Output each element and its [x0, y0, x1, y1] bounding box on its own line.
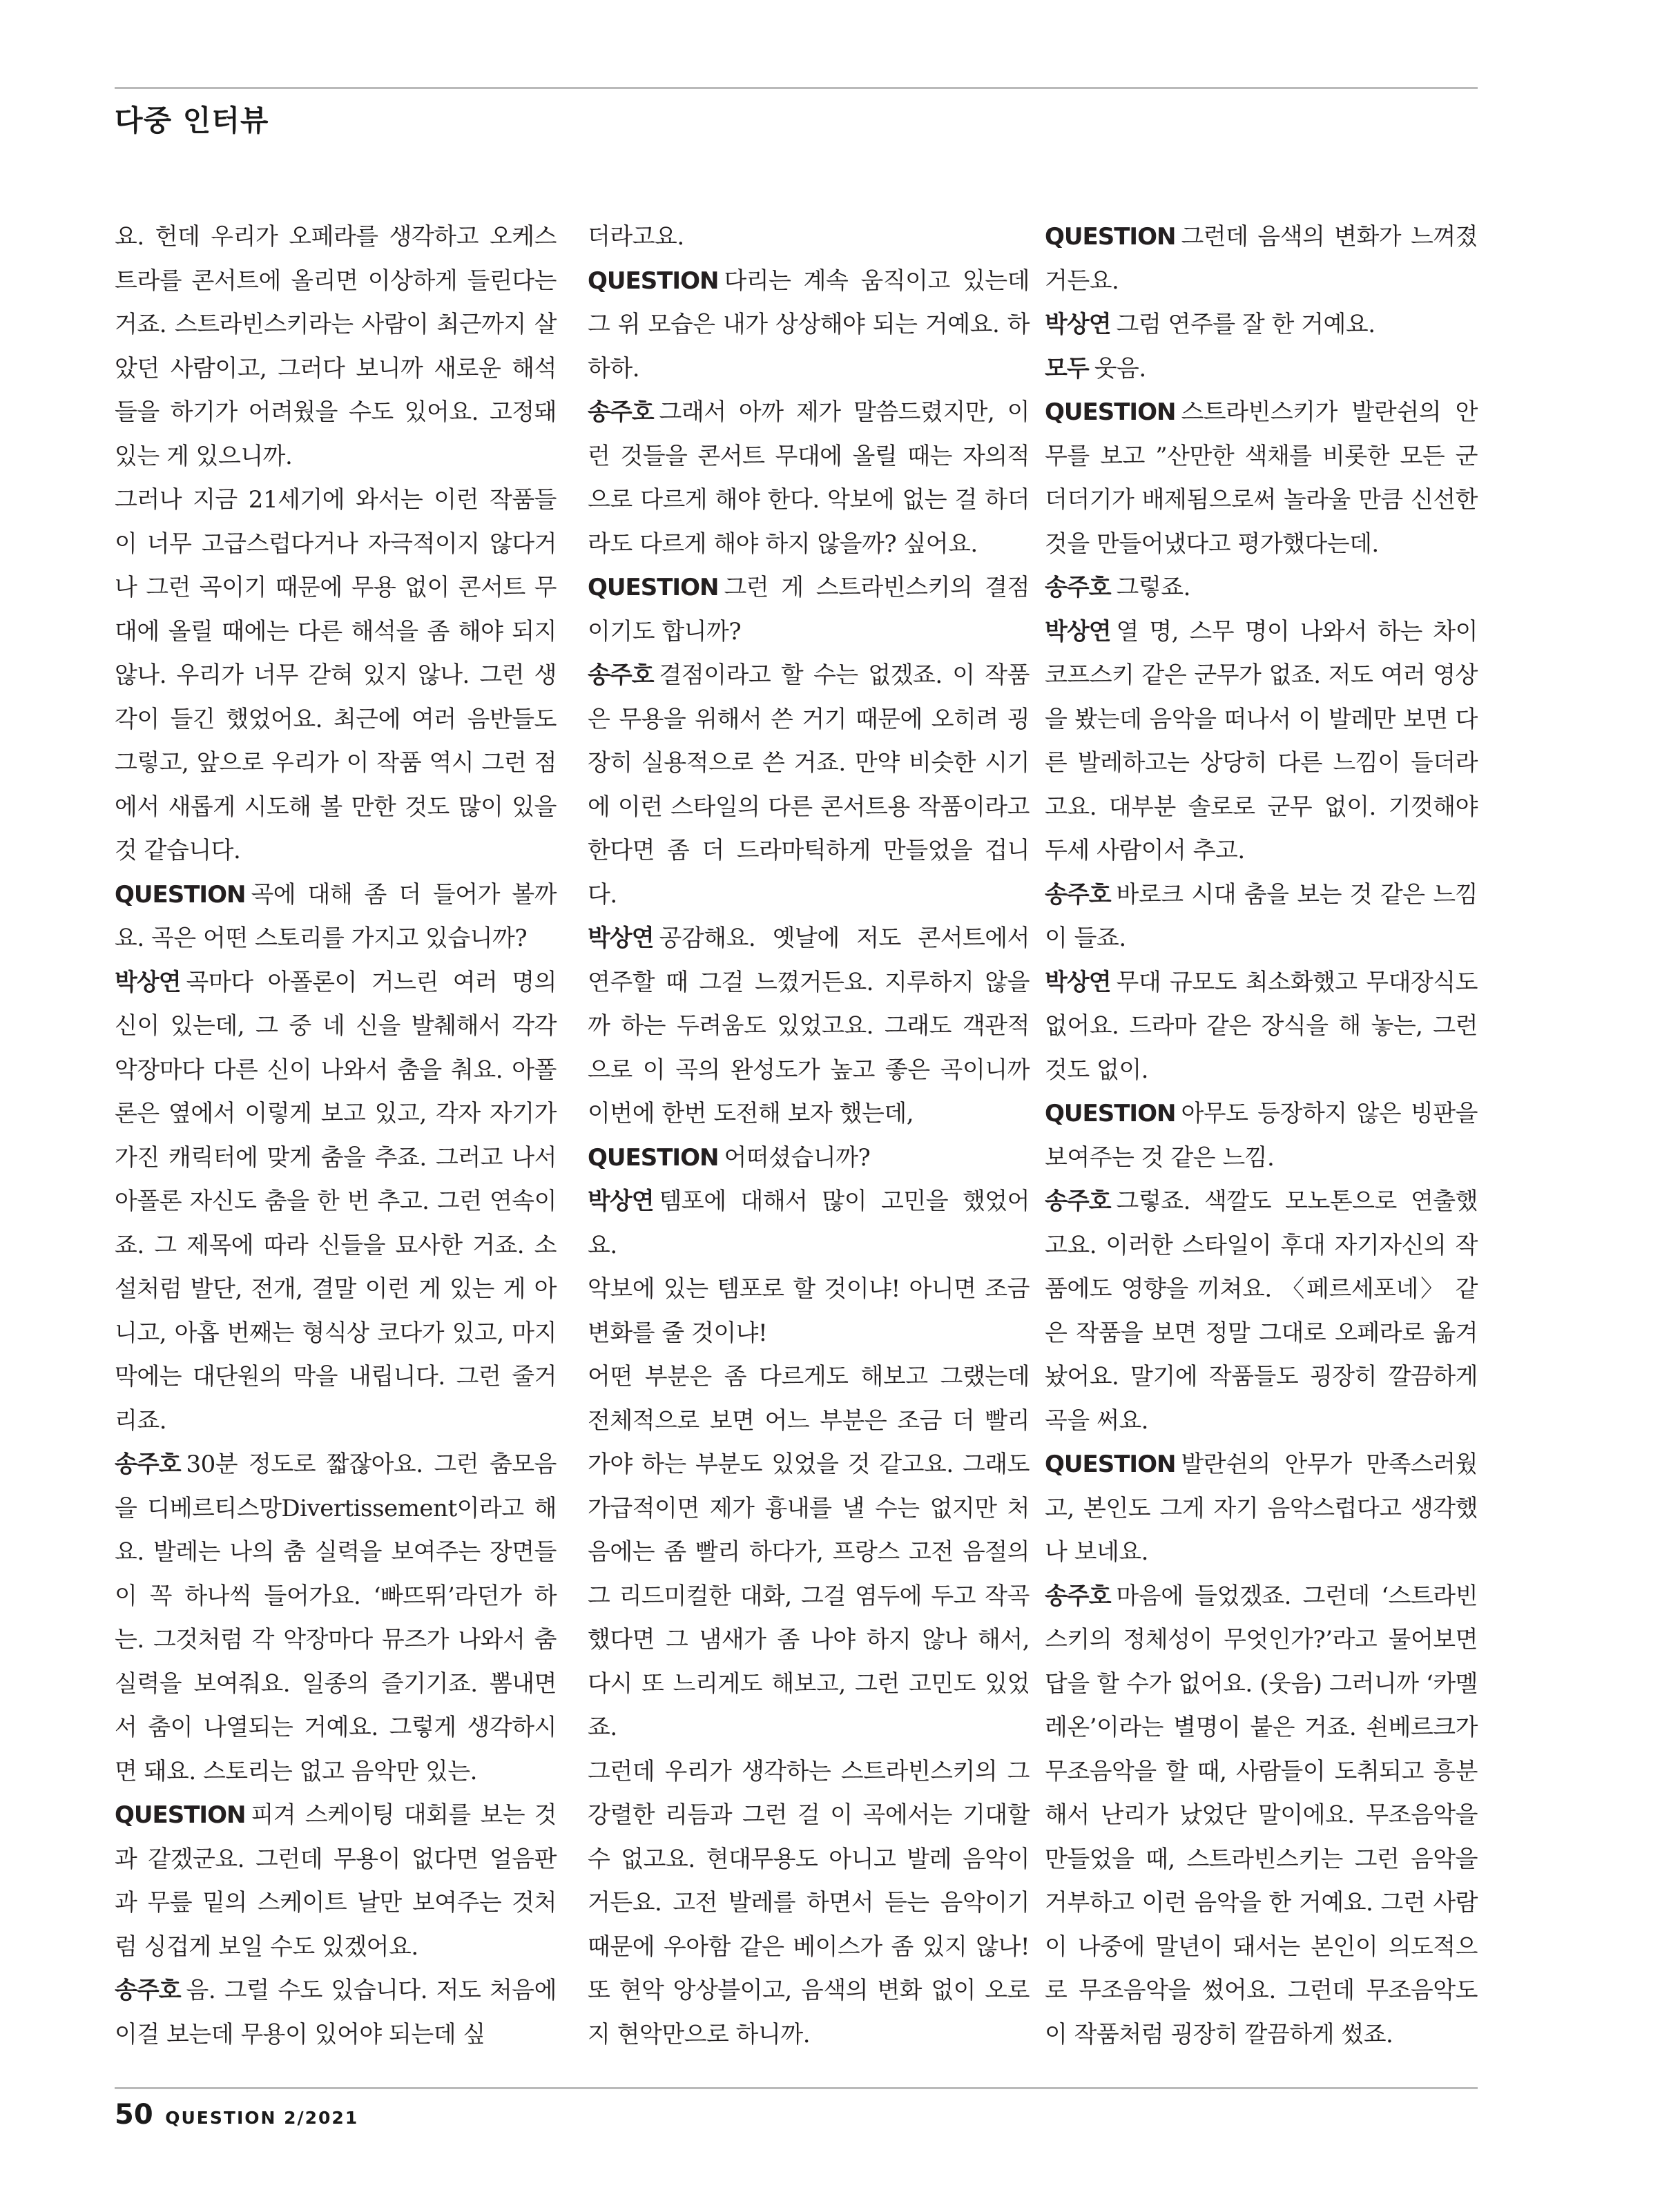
paragraph-text: 악보에 있는 템포로 할 것이냐! 아니면 조금 변화를 줄 것이냐!: [588, 1275, 1030, 1347]
paragraph-text: 그렇죠.: [1116, 574, 1190, 601]
dialogue-paragraph: [115, 961, 557, 1444]
paragraph-text: 무대 규모도 최소화했고 무대장식도 없어요. 드라마 같은 장식을 해 놓는, 그런 것도 없이.: [1045, 968, 1478, 1084]
speaker-label: 송주호: [115, 1977, 181, 2004]
speaker-label: QUESTION: [588, 1143, 719, 1172]
paragraph-text: 열 명, 스무 명이 나와서 하는 차이코프스키 같은 군무가 없죠. 저도 여러 영상을 봤는데 음악을 떠나서 이 발레만 보면 다른 발레하고는 상당히 다른 느낌이 들더라고요. 대부분 솔로로 군무 없이. 기껏해야 두세 사람이서 추고.: [1045, 617, 1478, 864]
dialogue-paragraph: [115, 873, 557, 961]
dialogue-paragraph: [1045, 215, 1478, 303]
paragraph-text: 그런데 음색의 변화가 느껴졌거든요.: [1045, 223, 1478, 295]
text-column-3: [1045, 215, 1478, 2057]
speaker-label: QUESTION: [115, 1801, 246, 1829]
paragraph-text: 그런 게 스트라빈스키의 결점이기도 합니까?: [588, 574, 1030, 646]
paragraph-text: 다리는 계속 움직이고 있는데 그 위 모습은 내가 상상해야 되는 거예요. 하하하.: [588, 266, 1030, 382]
dialogue-paragraph: [1045, 961, 1478, 1093]
speaker-label: 박상연: [588, 924, 654, 952]
paragraph-text: 더라고요.: [588, 223, 684, 251]
paragraph-text: 어떠셨습니까?: [724, 1143, 871, 1172]
dialogue-paragraph: [588, 1180, 1030, 1268]
dialogue-paragraph: [588, 654, 1030, 917]
dialogue-paragraph: [1045, 566, 1478, 610]
speaker-label: 박상연: [1045, 617, 1111, 646]
dialogue-paragraph: [588, 1136, 1030, 1181]
footer-rule: [115, 2087, 1478, 2089]
paragraph-text: 웃음.: [1094, 354, 1146, 382]
dialogue-paragraph: [588, 260, 1030, 391]
speaker-label: 송주호: [1045, 880, 1111, 909]
paragraph-text: 피겨 스케이팅 대회를 보는 것과 같겠군요. 그런데 무용이 없다면 얼음판과 무릎 밑의 스케이트 날만 보여주는 것처럼 싱겁게 보일 수도 있겠어요.: [115, 1801, 557, 1961]
dialogue-paragraph: [1045, 1575, 1478, 2057]
paragraph-text: 그런데 우리가 생각하는 스트라빈스키의 그 강렬한 리듬과 그런 걸 이 곡에서는 기대할 수 없고요. 현대무용도 아니고 발레 음악이거든요. 고전 발레를 하면서 듣는 음악이기 때문에 우아함 같은 베이스가 좀 있지 않나! 또 현악 앙상블이고, 음색의 변화 없이 오로지 현악만으로 하니까.: [588, 1757, 1030, 2048]
dialogue-paragraph: [115, 1969, 557, 2057]
speaker-label: 박상연: [115, 968, 181, 996]
speaker-label: QUESTION: [1045, 223, 1176, 251]
paragraph-text: 그러나 지금 21세기에 와서는 이런 작품들이 너무 고급스럽다거나 자극적이지 않다거나 그런 곡이기 때문에 무용 없이 콘서트 무대에 올릴 때에는 다른 해석을 좀 해야 되지 않나. 우리가 너무 갇혀 있지 않나. 그런 생각이 들긴 했었어요. 최근에 여러 음반들도 그렇고, 앞으로 우리가 이 작품 역시 그런 점에서 새롭게 시도해 볼 만한 것도 많이 있을 것 같습니다.: [115, 486, 557, 864]
speaker-label: QUESTION: [115, 880, 246, 909]
paragraph-text: 30분 정도로 짧잖아요. 그런 춤모음을 디베르티스망Divertissement이라고 해요. 발레는 나의 춤 실력을 보여주는 장면들이 꼭 하나씩 들어가요. ‘빠뜨뛰’라던가 하는. 그것처럼 각 악장마다 뮤즈가 나와서 춤 실력을 보여줘요. 일종의 즐기기죠. 뽐내면서 춤이 나열되는 거예요. 그렇게 생각하시면 돼요. 스토리는 없고 음악만 있는.: [115, 1451, 557, 1785]
dialogue-paragraph: [1045, 303, 1478, 347]
page-number: 50: [115, 2099, 153, 2131]
speaker-label: 송주호: [1045, 1188, 1111, 1215]
dialogue-paragraph: [588, 917, 1030, 1136]
speaker-label: 송주호: [588, 661, 654, 689]
speaker-label: 박상연: [1045, 311, 1111, 338]
speaker-label: QUESTION: [1045, 1100, 1176, 1127]
speaker-label: 송주호: [1045, 1582, 1111, 1610]
speaker-label: 박상연: [588, 1188, 654, 1215]
paragraph-text: 그래서 아까 제가 말씀드렸지만, 이런 것들을 콘서트 무대에 올릴 때는 자의적으로 다르게 해야 한다. 악보에 없는 걸 하더라도 다르게 해야 하지 않을까? 싶어요.: [588, 398, 1030, 558]
page-footer: [115, 2099, 358, 2131]
speaker-label: 송주호: [1045, 574, 1111, 601]
paragraph-text: 그렇죠. 색깔도 모노톤으로 연출했고요. 이러한 스타일이 후대 자기자신의 작품에도 영향을 끼쳐요. 〈페르세포네〉 같은 작품을 보면 정말 그대로 오페라로 옮겨 놨어요. 말기에 작품들도 굉장히 깔끔하게 곡을 써요.: [1045, 1188, 1478, 1435]
paragraph-text: 스트라빈스키가 발란쉰의 안무를 보고 ”산만한 색채를 비롯한 모든 군더더기가 배제됨으로써 놀라울 만큼 신선한 것을 만들어냈다고 평가했다는데.: [1045, 398, 1478, 558]
paragraph-text: 아무도 등장하지 않은 빙판을 보여주는 것 같은 느낌.: [1045, 1100, 1478, 1172]
paragraph-text: 어떤 부분은 좀 다르게도 해보고 그랬는데 전체적으로 보면 어느 부분은 조금 더 빨리 가야 하는 부분도 있었을 것 같고요. 그래도 가급적이면 제가 흉내를 낼 수는 없지만 처음에는 좀 빨리 하다가, 프랑스 고전 음절의 그 리드미컬한 대화, 그걸 염두에 두고 작곡했다면 그 냄새가 좀 나야 하지 않나 해서, 다시 또 느리게도 해보고, 그런 고민도 있었죠.: [588, 1363, 1030, 1741]
speaker-label: QUESTION: [588, 266, 719, 295]
speaker-label: 송주호: [115, 1451, 181, 1478]
body-paragraph: [588, 1355, 1030, 1750]
speaker-label: 모두: [1045, 354, 1089, 382]
speaker-label: QUESTION: [1045, 1451, 1176, 1478]
speaker-label: 송주호: [588, 398, 654, 426]
paragraph-text: 그럼 연주를 잘 한 거예요.: [1116, 311, 1375, 338]
magazine-issue: QUESTION 2/2021: [165, 2108, 359, 2128]
dialogue-paragraph: [115, 1794, 557, 1969]
dialogue-paragraph: [1045, 1092, 1478, 1180]
dialogue-paragraph: [1045, 1443, 1478, 1575]
paragraph-text: 마음에 들었겠죠. 그런데 ‘스트라빈스키의 정체성이 무엇인가?’라고 물어보면 답을 할 수가 없어요. (웃음) 그러니까 ‘카멜레온’이라는 별명이 붙은 거죠. 쇤베르크가 무조음악을 할 때, 사람들이 도취되고 흥분해서 난리가 났었단 말이에요. 무조음악을 만들었을 때, 스트라빈스키는 그런 음악을 거부하고 이런 음악을 한 거예요. 그런 사람이 나중에 말년이 돼서는 본인이 의도적으로 무조음악을 썼어요. 그런데 무조음악도 이 작품처럼 굉장히 깔끔하게 썼죠.: [1045, 1582, 1478, 2048]
text-column-1: [115, 215, 557, 2057]
paragraph-text: 곡에 대해 좀 더 들어가 볼까요. 곡은 어떤 스토리를 가지고 있습니까?: [115, 880, 557, 952]
dialogue-paragraph: [1045, 610, 1478, 873]
body-paragraph: [588, 215, 1030, 260]
dialogue-paragraph: [115, 1443, 557, 1794]
paragraph-text: 템포에 대해서 많이 고민을 했었어요.: [588, 1188, 1030, 1259]
section-title: 다중 인터뷰: [115, 104, 269, 137]
paragraph-text: 발란쉰의 안무가 만족스러웠고, 본인도 그게 자기 음악스럽다고 생각했나 보네요.: [1045, 1451, 1478, 1566]
body-paragraph: [588, 1268, 1030, 1355]
header-rule: [115, 87, 1478, 89]
dialogue-paragraph: [1045, 1180, 1478, 1443]
dialogue-paragraph: [1045, 391, 1478, 566]
paragraph-text: 곡마다 아폴론이 거느린 여러 명의 신이 있는데, 그 중 네 신을 발췌해서 각각 악장마다 다른 신이 나와서 춤을 춰요. 아폴론은 옆에서 이렇게 보고 있고, 각자 자기가 가진 캐릭터에 맞게 춤을 추죠. 그러고 나서 아폴론 자신도 춤을 한 번 추고. 그런 연속이죠. 그 제목에 따라 신들을 묘사한 거죠. 소설처럼 발단, 전개, 결말 이런 게 있는 게 아니고, 아홉 번째는 형식상 코다가 있고, 마지막에는 대단원의 막을 내립니다. 그런 줄거리죠.: [115, 968, 557, 1435]
paragraph-text: 음. 그럴 수도 있습니다. 저도 처음에 이걸 보는데 무용이 있어야 되는데 싶: [115, 1977, 557, 2048]
body-paragraph: [588, 1750, 1030, 2057]
body-paragraph: [115, 215, 557, 478]
dialogue-paragraph: [1045, 347, 1478, 391]
paragraph-text: 결점이라고 할 수는 없겠죠. 이 작품은 무용을 위해서 쓴 거기 때문에 오히려 굉장히 실용적으로 쓴 거죠. 만약 비슷한 시기에 이런 스타일의 다른 콘서트용 작품이라고 한다면 좀 더 드라마틱하게 만들었을 겁니다.: [588, 661, 1030, 909]
dialogue-paragraph: [1045, 873, 1478, 961]
speaker-label: QUESTION: [1045, 398, 1176, 426]
paragraph-text: 공감해요. 옛날에 저도 콘서트에서 연주할 때 그걸 느꼈거든요. 지루하지 않을까 하는 두려움도 있었고요. 그래도 객관적으로 이 곡의 완성도가 높고 좋은 곡이니까 이번에 한번 도전해 보자 했는데,: [588, 924, 1030, 1127]
text-column-2: [588, 215, 1030, 2057]
dialogue-paragraph: [588, 566, 1030, 654]
paragraph-text: 바로크 시대 춤을 보는 것 같은 느낌이 들죠.: [1045, 880, 1478, 952]
speaker-label: 박상연: [1045, 968, 1111, 996]
paragraph-text: 요. 헌데 우리가 오페라를 생각하고 오케스트라를 콘서트에 올리면 이상하게 들린다는 거죠. 스트라빈스키라는 사람이 최근까지 살았던 사람이고, 그러다 보니까 새로운 해석들을 하기가 어려웠을 수도 있어요. 고정돼 있는 게 있으니까.: [115, 223, 557, 470]
dialogue-paragraph: [588, 391, 1030, 566]
speaker-label: QUESTION: [588, 574, 719, 601]
body-paragraph: [115, 478, 557, 873]
